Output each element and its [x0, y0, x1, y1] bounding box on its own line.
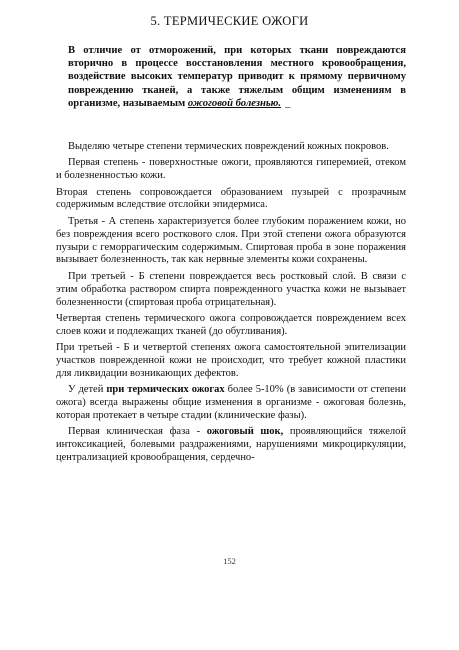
- paragraph-degrees-overview: Выделяю четыре степени термических повреждений кожных покровов.: [68, 141, 389, 152]
- paragraph-first-phase: [56, 426, 406, 465]
- paragraph-skin-grafting: При третьей - Б и четвертой степенях ожога самостоятельной эпителизации участков поврежденной кожи не происходит, что требует кожной пластики для ликвидации возникающих дефектов.: [56, 342, 406, 379]
- paragraph-second-degree: Вторая степень сопровождается образованием пузырей с прозрачным содержимым вследствие отслойки эпидермиса.: [56, 186, 406, 211]
- children-pre: У детей: [68, 384, 104, 396]
- paragraph-first-degree: Первая степень - поверхностные ожоги, проявляются гиперемией, отеком и болезненностью кожи.: [56, 157, 406, 182]
- children-bold: при термических ожогах: [106, 384, 225, 396]
- phase-bold: ожоговый шок,: [206, 426, 284, 438]
- children-post: более 5-10% (в зависимости от степени ожога) всегда выражены общие изменения в организме - ожоговая болезнь, которая протекает в четыре стадии (клинические фазы).: [56, 384, 407, 421]
- phase-post: проявляющийся тяжелой интоксикацией, болевыми раздражениями, нарушениями микроциркуляции, централизацией кровообращения, сердечно-: [56, 426, 407, 464]
- intro-tail: _: [285, 97, 291, 109]
- paragraph-third-a-degree: Третья - А степень характеризуется более глубоким поражением кожи, но без повреждения всего росткового слоя. При этой степени ожога образуются пузыри с геморрагическим содержимым. Спиртовая проба в зоне поражения вызывает болезненность, так как нервные элементы кожи сохранены.: [56, 215, 406, 266]
- page-number: 152: [223, 556, 236, 566]
- intro-paragraph: [68, 44, 406, 110]
- paragraph-children: [56, 384, 406, 423]
- phase-pre: Первая клиническая фаза -: [68, 426, 201, 438]
- intro-text: В отличие от отморожений, при которых ткани повреждаются вторично в процессе восстановления местного кровообращения, воздействие высоких температур приводит к прямому первичному повреждению тканей, а также тяжелым общим изменениям в организме, называемым: [68, 45, 406, 109]
- section-title: 5. ТЕРМИЧЕСКИЕ ОЖОГИ: [150, 14, 309, 28]
- body-text: [56, 141, 406, 468]
- intro-term: ожоговой болезнью.: [187, 97, 282, 109]
- paragraph-third-b-degree: При третьей - Б степени повреждается весь ростковый слой. В связи с этим обработка раствором спирта поврежденного участка кожи не вызывает болезненности (спиртовая проба отрицательная).: [56, 270, 406, 308]
- paragraph-fourth-degree: Четвертая степень термического ожога сопровождается повреждением всех слоев кожи и подлежащих тканей (до обугливания).: [56, 312, 406, 337]
